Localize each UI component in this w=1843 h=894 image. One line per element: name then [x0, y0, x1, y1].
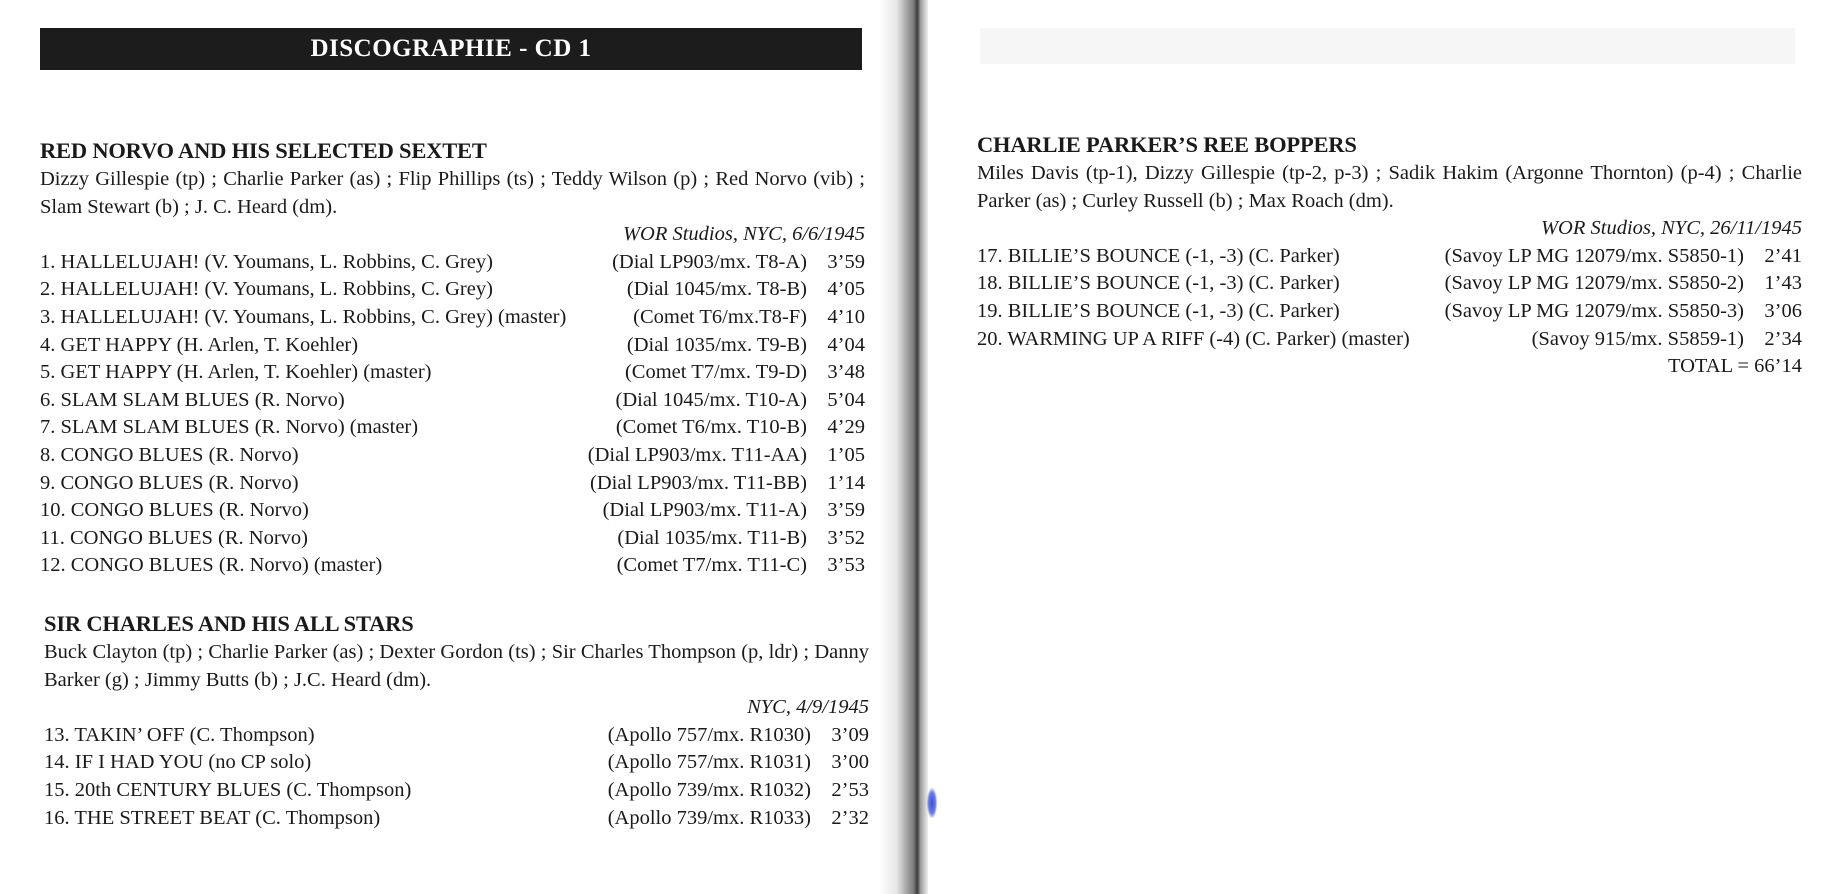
track-catalog: (Comet T7/mx. T9-D) — [624, 361, 807, 384]
track-title: 16. THE STREET BEAT (C. Thompson) — [44, 806, 381, 829]
track-title: 6. SLAM SLAM BLUES (R. Norvo) — [40, 388, 345, 411]
track-row — [40, 304, 865, 332]
track-title: 20. WARMING UP A RIFF (-4) (C. Parker) (master) — [977, 327, 1410, 350]
track-title: 4. GET HAPPY (H. Arlen, T. Koehler) — [40, 333, 359, 356]
track-row — [40, 525, 865, 553]
recording-line — [40, 221, 865, 249]
track-catalog: (Savoy 915/mx. S5859-1) — [1531, 327, 1744, 350]
track-catalog: (Dial LP903/mx. T8-A) — [612, 250, 807, 273]
track-time: 2’34 — [1764, 327, 1802, 350]
track-title: 8. CONGO BLUES (R. Norvo) — [40, 443, 299, 466]
track-title: 9. CONGO BLUES (R. Norvo) — [40, 471, 299, 494]
track-catalog: (Apollo 739/mx. R1032) — [607, 778, 811, 801]
track-title: 12. CONGO BLUES (R. Norvo) (master) — [40, 554, 383, 577]
track-title: 3. HALLELUJAH! (V. Youmans, L. Robbins, C. Grey) (master) — [40, 305, 567, 328]
track-row — [44, 722, 869, 750]
track-time: 3’00 — [831, 751, 869, 774]
track-title: 19. BILLIE’S BOUNCE (-1, -3) (C. Parker) — [977, 299, 1340, 322]
personnel-text: Miles Davis (tp-1), Dizzy Gillespie (tp-2, p-3) ; Sadik Hakim (Argonne Thornton) (p-4) ; Charlie Parker (as) ; Curley Russell (b) ; Max Roach (dm). — [977, 162, 1802, 212]
track-title: 7. SLAM SLAM BLUES (R. Norvo) (master) — [40, 416, 419, 439]
personnel-text: Dizzy Gillespie (tp) ; Charlie Parker (as) ; Flip Phillips (ts) ; Teddy Wilson (p) ; Red Norvo (vib) ; Slam Stewart (b) ; J. C. Heard (dm). — [40, 168, 865, 218]
track-row — [40, 249, 865, 277]
track-time: 4’04 — [827, 333, 865, 356]
section-red-norvo — [40, 137, 865, 580]
track-time: 4’29 — [827, 416, 865, 439]
track-row — [977, 243, 1802, 271]
track-row — [40, 276, 865, 304]
total-duration: TOTAL = 66’14 — [1667, 355, 1802, 378]
track-row — [40, 497, 865, 525]
track-title: 14. IF I HAD YOU (no CP solo) — [44, 751, 312, 774]
track-title: 18. BILLIE’S BOUNCE (-1, -3) (C. Parker) — [977, 272, 1340, 295]
track-time: 1’43 — [1764, 272, 1802, 295]
track-title: 10. CONGO BLUES (R. Norvo) — [40, 499, 309, 522]
track-time: 4’10 — [827, 305, 865, 328]
section-sir-charles — [44, 610, 869, 832]
track-row — [44, 805, 869, 833]
discography-header: DISCOGRAPHIE - CD 1 — [40, 28, 862, 70]
track-title: 1. HALLELUJAH! (V. Youmans, L. Robbins, C. Grey) — [40, 250, 493, 273]
section-title: CHARLIE PARKER’S REE BOPPERS — [977, 132, 1357, 157]
track-time: 3’52 — [827, 526, 865, 549]
track-time: 2’53 — [831, 778, 869, 801]
book-spine — [880, 0, 928, 894]
track-row — [40, 414, 865, 442]
track-catalog: (Dial LP903/mx. T11-A) — [602, 499, 807, 522]
recording-line — [977, 215, 1802, 243]
recording-line — [44, 694, 869, 722]
track-catalog: (Comet T6/mx. T10-B) — [615, 416, 807, 439]
track-time: 3’59 — [827, 499, 865, 522]
track-row — [44, 749, 869, 777]
track-catalog: (Apollo 757/mx. R1030) — [607, 723, 811, 746]
blue-ink-mark — [927, 788, 937, 818]
track-catalog: (Comet T7/mx. T11-C) — [616, 554, 807, 577]
track-catalog: (Dial LP903/mx. T11-AA) — [587, 443, 807, 466]
track-catalog: (Savoy LP MG 12079/mx. S5850-2) — [1444, 272, 1744, 295]
track-title: 5. GET HAPPY (H. Arlen, T. Koehler) (master) — [40, 361, 432, 384]
track-catalog: (Dial 1045/mx. T8-B) — [626, 278, 807, 301]
track-row — [44, 777, 869, 805]
track-title: 2. HALLELUJAH! (V. Youmans, L. Robbins, C. Grey) — [40, 278, 493, 301]
track-row — [977, 270, 1802, 298]
recording-location: WOR Studios, NYC, 6/6/1945 — [622, 223, 865, 246]
track-row — [977, 326, 1802, 354]
track-title: 11. CONGO BLUES (R. Norvo) — [40, 526, 309, 549]
track-title: 15. 20th CENTURY BLUES (C. Thompson) — [44, 778, 412, 801]
track-time: 3’06 — [1764, 299, 1802, 322]
track-catalog: (Savoy LP MG 12079/mx. S5850-3) — [1444, 299, 1744, 322]
track-time: 3’53 — [827, 554, 865, 577]
track-time: 5’04 — [827, 388, 865, 411]
track-catalog: (Dial LP903/mx. T11-BB) — [590, 471, 807, 494]
track-row — [40, 359, 865, 387]
track-time: 1’14 — [827, 471, 865, 494]
track-time: 3’09 — [831, 723, 869, 746]
track-list — [977, 243, 1802, 353]
track-row — [40, 332, 865, 360]
track-time: 2’41 — [1764, 244, 1802, 267]
track-row — [40, 387, 865, 415]
track-row — [40, 552, 865, 580]
track-row — [40, 442, 865, 470]
track-catalog: (Dial 1035/mx. T11-B) — [617, 526, 807, 549]
recording-location: WOR Studios, NYC, 26/11/1945 — [1540, 217, 1802, 240]
track-catalog: (Apollo 739/mx. R1033) — [607, 806, 811, 829]
track-time: 4’05 — [827, 278, 865, 301]
track-catalog: (Dial 1035/mx. T9-B) — [626, 333, 807, 356]
track-time: 2’32 — [831, 806, 869, 829]
track-catalog: (Comet T6/mx.T8-F) — [633, 305, 807, 328]
track-list — [40, 249, 865, 580]
track-row — [40, 470, 865, 498]
track-time: 1’05 — [827, 443, 865, 466]
section-title: SIR CHARLES AND HIS ALL STARS — [44, 611, 414, 636]
recording-location: NYC, 4/9/1945 — [747, 696, 869, 719]
track-catalog: (Apollo 757/mx. R1031) — [607, 751, 811, 774]
track-row — [977, 298, 1802, 326]
track-title: 17. BILLIE’S BOUNCE (-1, -3) (C. Parker) — [977, 244, 1340, 267]
track-time: 3’59 — [827, 250, 865, 273]
track-list — [44, 722, 869, 832]
section-title: RED NORVO AND HIS SELECTED SEXTET — [40, 138, 487, 163]
track-time: 3’48 — [827, 361, 865, 384]
track-catalog: (Dial 1045/mx. T10-A) — [615, 388, 807, 411]
faded-header-bar — [980, 28, 1795, 64]
section-ree-boppers — [977, 131, 1802, 381]
track-title: 13. TAKIN’ OFF (C. Thompson) — [44, 723, 315, 746]
personnel-text: Buck Clayton (tp) ; Charlie Parker (as) ; Dexter Gordon (ts) ; Sir Charles Thompson (p, ldr) ; Danny Barker (g) ; Jimmy Butts (b) ; J.C. Heard (dm). — [44, 641, 869, 691]
track-catalog: (Savoy LP MG 12079/mx. S5850-1) — [1444, 244, 1744, 267]
